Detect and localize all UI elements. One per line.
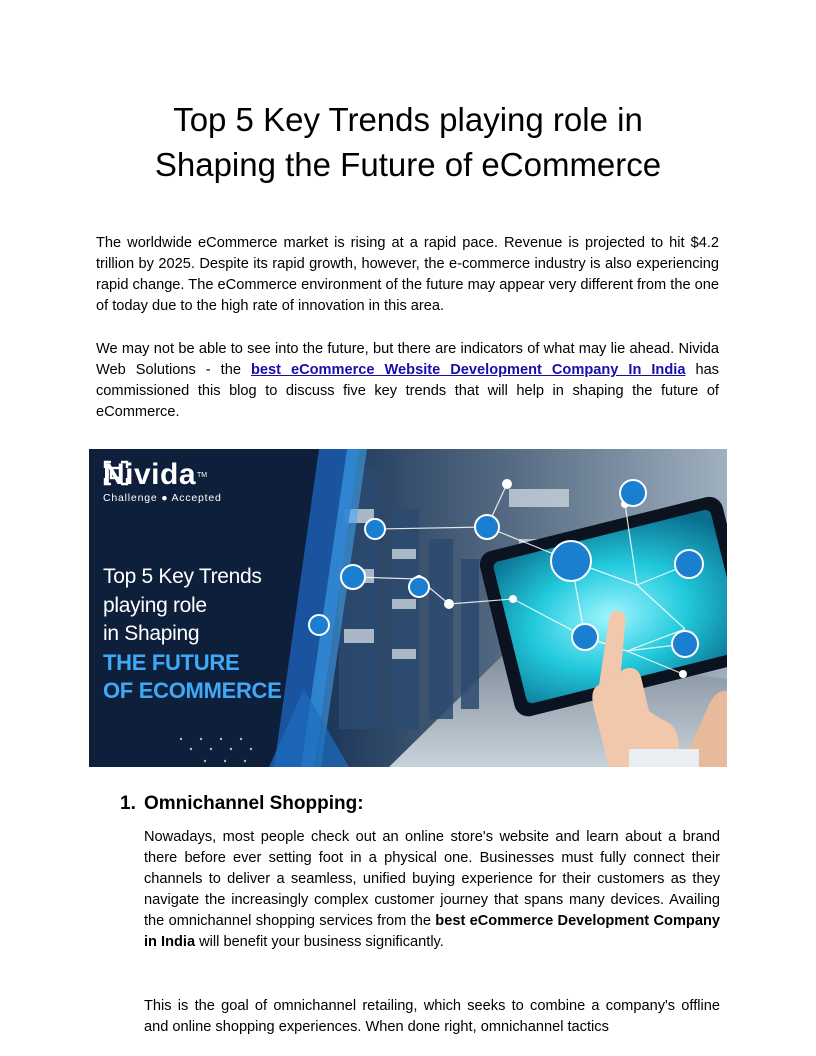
section-1-paragraph-2: This is the goal of omnichannel retailing, which seeks to combine a company's offline and online shopping experiences. When done right, omnichannel tactics <box>144 998 720 1035</box>
brand-tagline: Challenge ● Accepted <box>103 492 222 504</box>
intro-paragraph-1: The worldwide eCommerce market is rising at a rapid pace. Revenue is projected to hit $4.2 trillion by 2025. Despite its rapid growth, however, the e-commerce industry is also experiencing rapid change. The eCommerce environment of the future may appear very different from the one of today due to the high rate of innovation in this area. <box>96 235 719 314</box>
intro-paragraph-2-text-end: has commissioned this blog to discuss five key trends that will help in shaping the future of eCommerce. <box>96 362 719 420</box>
section-1-title: Omnichannel Shopping: <box>144 793 364 814</box>
banner-highlight-line-1: THE FUTURE <box>103 649 240 675</box>
nivida-logo <box>103 460 222 504</box>
section-1-text-end: will benefit your business significantly. <box>195 934 444 950</box>
banner-highlight-line-2: OF ECOMMERCE <box>103 678 282 703</box>
company-link[interactable]: best eCommerce Website Development Company In India <box>250 362 686 378</box>
intro-paragraph-2 <box>96 339 719 423</box>
banner-image <box>89 449 727 767</box>
title-line-1: Top 5 Key Trends playing role in <box>173 101 643 138</box>
document-title <box>96 97 720 187</box>
banner-text-line-2: playing role <box>103 593 207 617</box>
nivida-logo-icon <box>103 460 129 486</box>
banner-headline <box>103 563 282 706</box>
section-1-bold-text: best eCommerce Development Company in India <box>144 913 720 950</box>
section-1-text-start: Nowadays, most people check out an online store's website and learn about a brand there before ever setting foot in a physical one. Businesses must fully connect their channels to deliver a seamless, unified buying experience for their customers as they navigate the increasingly complex customer journey that spans many devices. Availing the omnichannel shopping services from the <box>144 829 720 929</box>
section-1-paragraph-1 <box>144 827 720 953</box>
intro-paragraph-2-text-start: We may not be able to see into the future, but there are indicators of what may lie ahead. Nivida Web Solutions - the <box>96 341 719 378</box>
banner-text-line-1: Top 5 Key Trends <box>103 565 262 588</box>
section-1-number: 1. <box>120 793 136 814</box>
banner-text-line-3: in Shaping <box>103 622 200 645</box>
title-line-2: Shaping the Future of eCommerce <box>154 146 662 183</box>
section-1-heading <box>120 792 364 816</box>
brand-name: Nivida <box>103 458 197 491</box>
trademark-mark: TM <box>197 471 208 479</box>
